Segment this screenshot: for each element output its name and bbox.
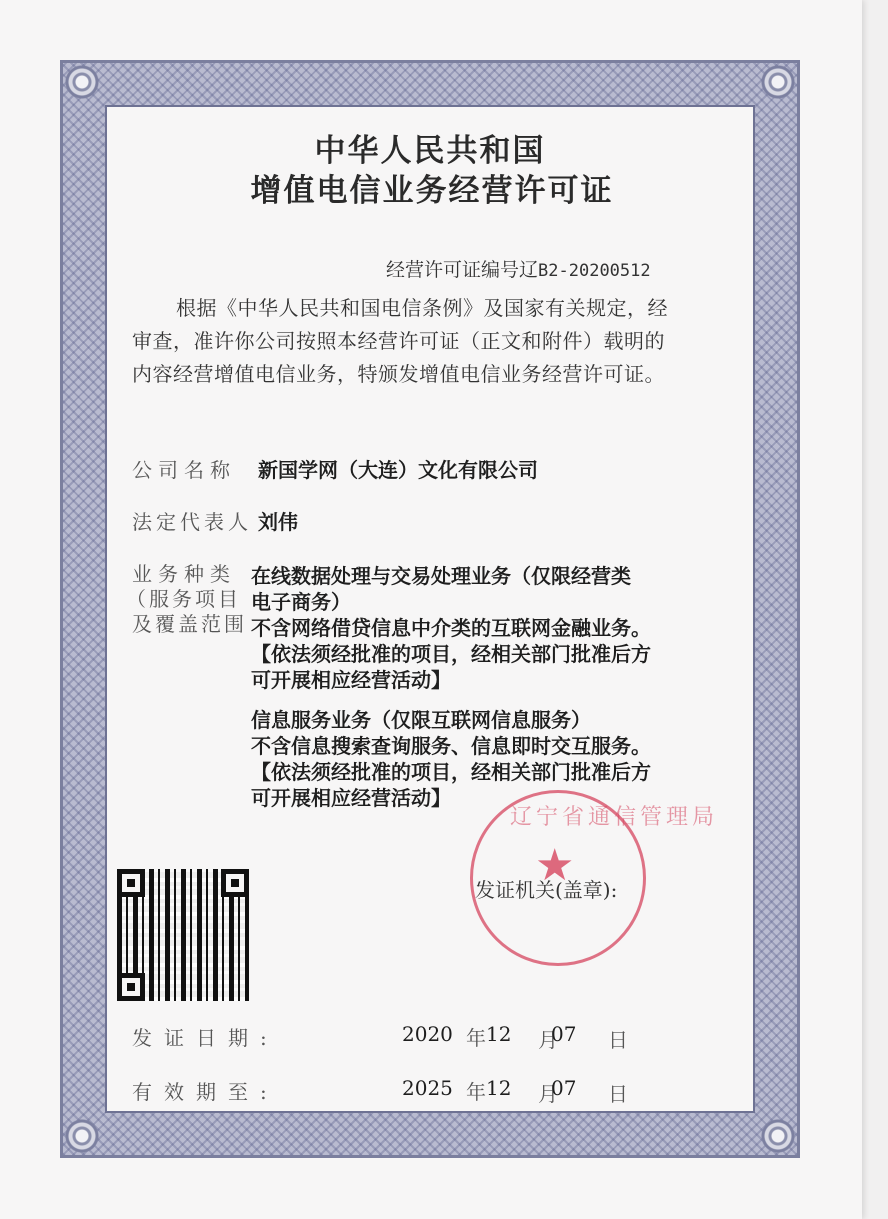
license-number-label: 经营许可证编号 bbox=[386, 259, 520, 281]
body-line-3: 内容经营增值电信业务，特颁发增值电信业务经营许可证。 bbox=[132, 362, 665, 386]
issuer-label: 发证机关(盖章): bbox=[475, 878, 618, 902]
day-unit: 日 bbox=[608, 1028, 628, 1052]
qr-finder-icon bbox=[117, 869, 145, 897]
qr-finder-icon bbox=[117, 973, 145, 1001]
valid-day: 07 bbox=[551, 1076, 577, 1100]
scope-line: 信息服务业务（仅限互联网信息服务） bbox=[251, 708, 591, 732]
scope-label-line-2: （服务项目 bbox=[126, 587, 241, 611]
issue-month: 12 bbox=[486, 1022, 512, 1046]
legal-rep-value: 刘伟 bbox=[258, 510, 298, 534]
scope-item bbox=[251, 707, 721, 811]
license-number bbox=[386, 255, 651, 282]
legal-rep-label: 法定代表人 bbox=[132, 510, 252, 534]
scope-line: 不含信息搜索查询服务、信息即时交互服务。 bbox=[251, 734, 651, 758]
valid-until-label: 有效期至: bbox=[132, 1080, 279, 1104]
license-number-value: B2-20200512 bbox=[538, 261, 651, 281]
body-line-2: 审查，准许你公司按照本经营许可证（正文和附件）载明的 bbox=[132, 329, 665, 353]
scope-label-line-3: 及覆盖范围 bbox=[132, 612, 247, 636]
year-unit: 年 bbox=[466, 1026, 486, 1050]
issue-day: 07 bbox=[551, 1022, 577, 1046]
body-line-1: 根据《中华人民共和国电信条例》及国家有关规定，经 bbox=[176, 296, 668, 320]
corner-ornament-icon bbox=[758, 62, 798, 102]
scope-line: 可开展相应经营活动】 bbox=[251, 786, 451, 810]
business-scope bbox=[251, 563, 721, 825]
seal-text: 辽宁省通信管理局 bbox=[510, 805, 719, 830]
scope-line: 电子商务） bbox=[251, 590, 351, 614]
month-unit: 月 bbox=[538, 1082, 558, 1106]
star-icon: ★ bbox=[535, 840, 575, 891]
corner-ornament-icon bbox=[758, 1116, 798, 1156]
company-name-value: 新国学网（大连）文化有限公司 bbox=[258, 458, 538, 482]
certificate-body-text bbox=[132, 292, 732, 391]
day-unit: 日 bbox=[608, 1082, 628, 1106]
corner-ornament-icon bbox=[62, 62, 102, 102]
issue-date-label: 发证日期: bbox=[132, 1026, 279, 1050]
company-name-label: 公司名称 bbox=[132, 458, 236, 482]
issue-year: 2020 bbox=[402, 1022, 453, 1046]
scope-line: 不含网络借贷信息中介类的互联网金融业务。 bbox=[251, 616, 651, 640]
title-line-1: 中华人民共和国 bbox=[314, 133, 546, 169]
qr-finder-icon bbox=[221, 869, 249, 897]
valid-year: 2025 bbox=[402, 1076, 453, 1100]
scope-line: 可开展相应经营活动】 bbox=[251, 668, 451, 692]
scope-item bbox=[251, 563, 721, 693]
valid-month: 12 bbox=[486, 1076, 512, 1100]
title-line-2: 增值电信业务经营许可证 bbox=[250, 173, 614, 209]
corner-ornament-icon bbox=[62, 1116, 102, 1156]
month-unit: 月 bbox=[538, 1028, 558, 1052]
scope-line: 【依法须经批准的项目，经相关部门批准后方 bbox=[251, 760, 651, 784]
qr-code-icon[interactable] bbox=[117, 869, 249, 1001]
year-unit: 年 bbox=[466, 1080, 486, 1104]
scope-line: 在线数据处理与交易处理业务（仅限经营类 bbox=[251, 564, 631, 588]
scope-line: 【依法须经批准的项目，经相关部门批准后方 bbox=[251, 642, 651, 666]
license-number-prefix: 辽 bbox=[519, 259, 539, 281]
scope-label-line-1: 业务种类 bbox=[132, 562, 236, 586]
